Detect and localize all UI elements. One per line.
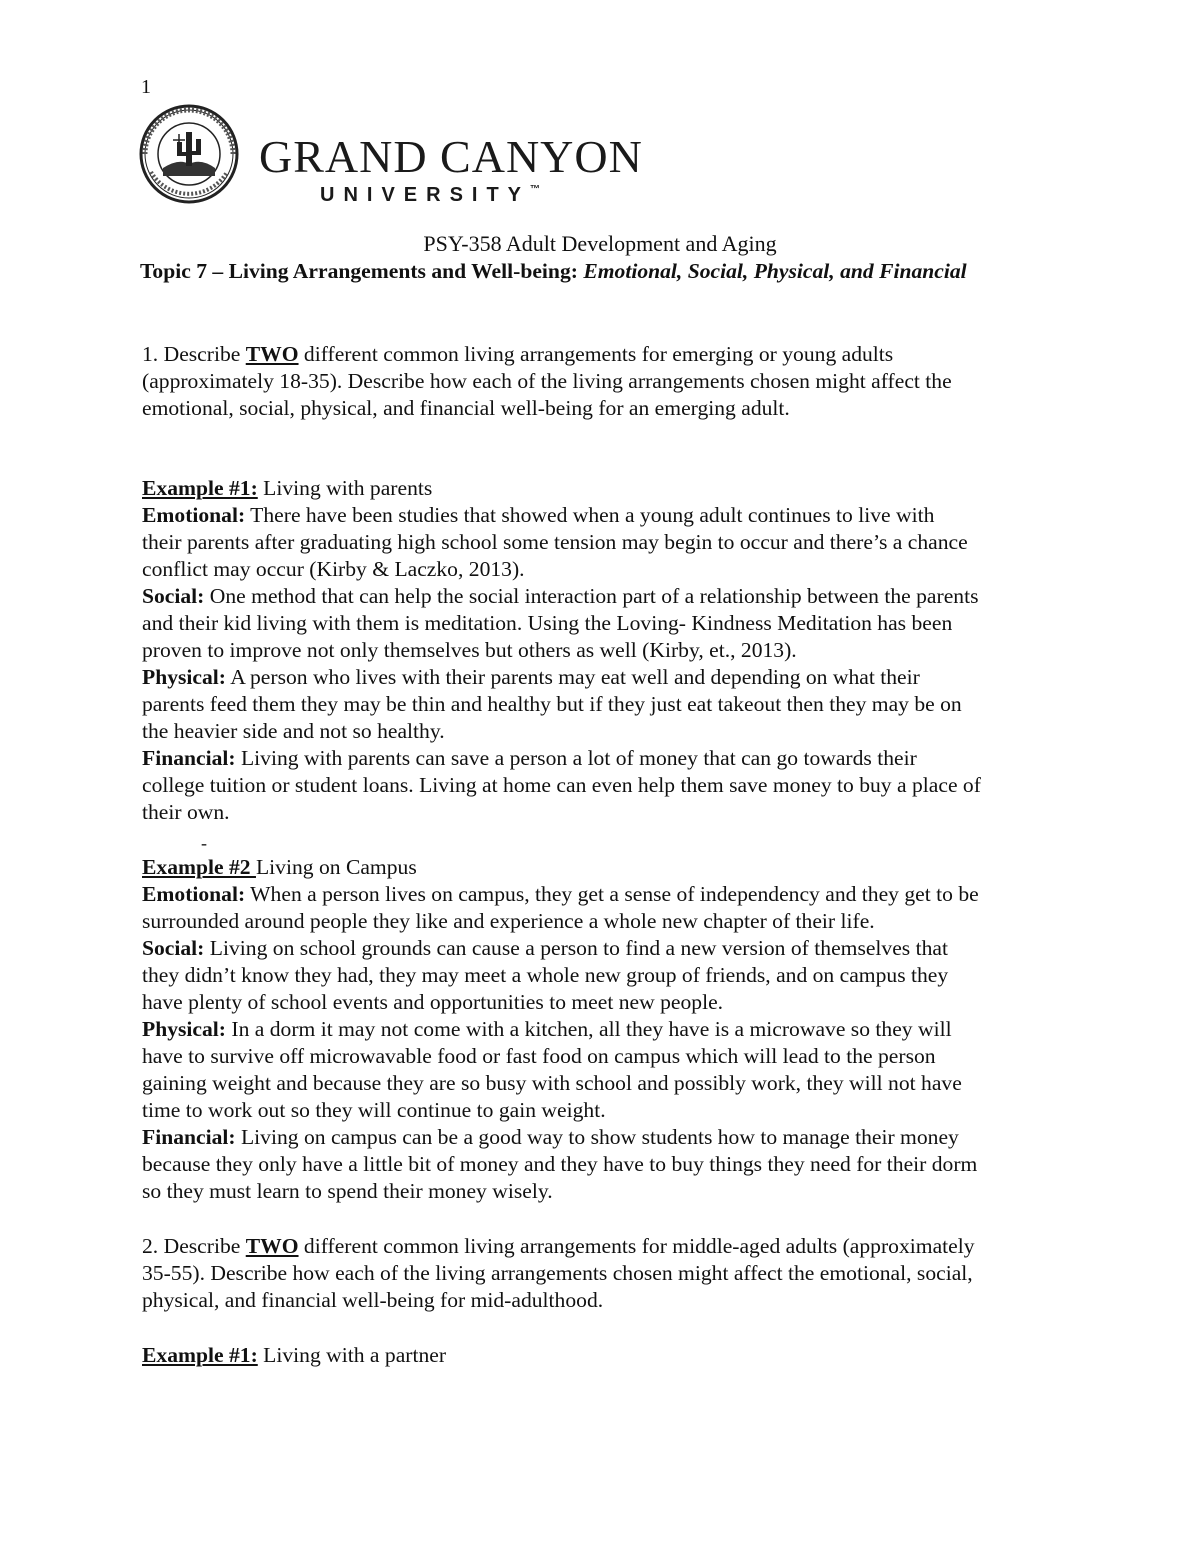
stray-dash: - (201, 833, 207, 853)
logo-wordmark-line1: GRAND CANYON (259, 131, 643, 182)
university-seal-icon (139, 104, 239, 204)
example-3-section: Example #1: Living with a partner (142, 1343, 447, 1367)
q1-two-emphasis: TWO (245, 342, 299, 366)
social-label: Social: (142, 584, 205, 608)
logo-wordmark-line2: UNIVERSITY™ (320, 184, 541, 206)
financial-label: Financial: (142, 746, 236, 770)
example-1-label: Example #1: (142, 476, 258, 500)
example-2-section: Example #2 Living on Campus Emotional: When a person lives on campus, they get a sense of independency and they get to be surrounded around people they like and experience a whole new chapter of their life. Social: Living on school grounds can cause a person to find a new version of themselves that they didn’t know they had, they may meet a whole new group of friends, and on campus they have plenty of school events and opportunities to meet new people. Physical: In a dorm it may not come with a kitchen, all they have is a microwave so they will have to survive off microwavable food or fast food on campus which will lead to the person gaining weight and because they are so busy with school and possibly work, they will not have time to work out so they will continue to gain weight. Financial: Living on campus can be a good way to show students how to manage their money because they only have a little bit of money and they have to buy things they need for their dorm so they must learn to spend their money wisely. (142, 855, 979, 1203)
question-1: 1. Describe TWO different common living arrangements for emerging or young adults (approximately 18-35). Describe how each of the living arrangements chosen might affect the emotional, social, physical, and financial well-being for an emerging adult. (142, 342, 952, 420)
emotional-label: Emotional: (142, 882, 246, 906)
physical-label: Physical: (142, 665, 226, 689)
topic-title: Topic 7 – Living Arrangements and Well-being: Emotional, Social, Physical, and Financial (140, 259, 967, 283)
trademark-symbol: ™ (530, 184, 541, 195)
question-2: 2. Describe TWO different common living arrangements for middle-aged adults (approximately 35-55). Describe how each of the living arrangements chosen might affect the emotional, social, physical, and financial well-being for mid-adulthood. (142, 1234, 975, 1312)
example-2-label: Example #2 (142, 855, 256, 879)
topic-italic: Emotional, Social, Physical, and Financial (583, 259, 967, 283)
university-logo (139, 104, 643, 206)
example-1-section: Example #1: Living with parents Emotional: There have been studies that showed when a young adult continues to live with their parents after graduating high school some tension may begin to occur and there’s a chance conflict may occur (Kirby & Laczko, 2013). Social: One method that can help the social interaction part of a relationship between the parents and their kid living with them is meditation. Using the Loving- Kindness Meditation has been proven to improve not only themselves but others as well (Kirby, et., 2013). Physical: A person who lives with their parents may eat well and depending on what their parents feed them they may be thin and healthy but if they just eat takeout then they may be on the heavier side and not so healthy. Financial: Living with parents can save a person a lot of money that can go towards their college tuition or student loans. Living at home can even help them save money to buy a place of their own. (142, 476, 981, 824)
example-3-label: Example #1: (142, 1343, 258, 1367)
course-title: PSY-358 Adult Development and Aging (423, 231, 777, 256)
social-label: Social: (142, 936, 205, 960)
page-number: 1 (141, 76, 151, 98)
physical-label: Physical: (142, 1017, 226, 1041)
financial-label: Financial: (142, 1125, 236, 1149)
q2-two-emphasis: TWO (245, 1234, 299, 1258)
emotional-label: Emotional: (142, 503, 246, 527)
